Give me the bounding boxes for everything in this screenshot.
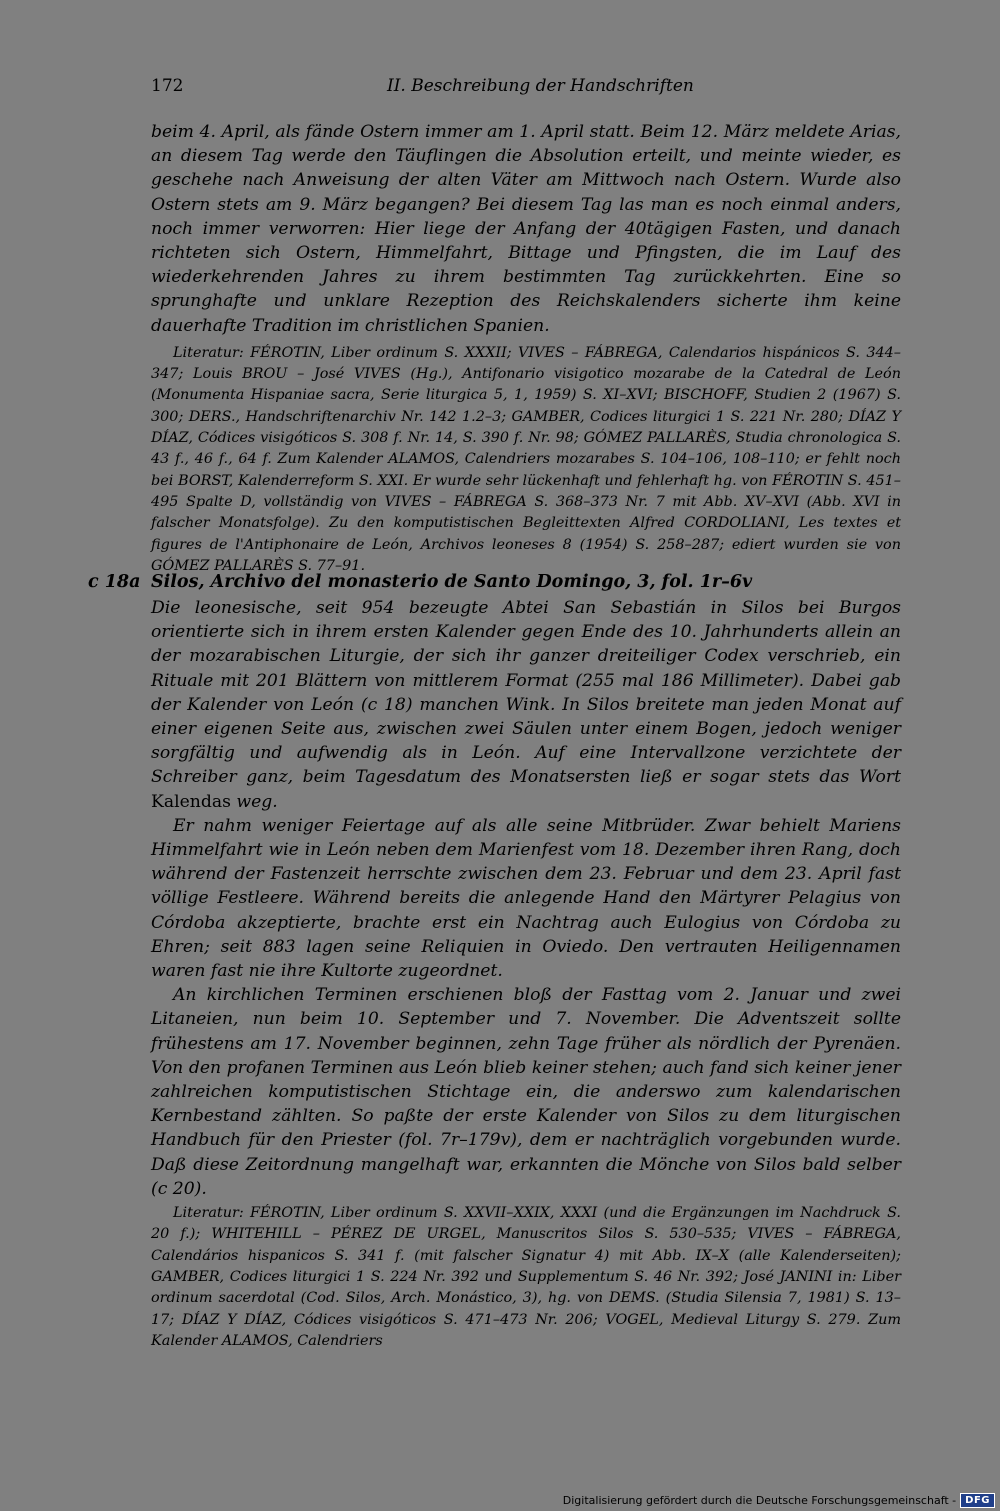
body-paragraph: An kirchlichen Terminen erschienen bloß der Fasttag vom 2. Januar und zwei Litaneien, nun beim 10. September und 7. November. Die Adventszeit sollte frühestens am 17. November beginnen, zehn Tage früher als nördlich der Pyrenäen. Von den profanen Terminen aus León blieb keiner stehen; auch fand sich keiner jener zahlreichen komputistischen Stichtage ein, die anderswo zum kalendarischen Kernbestand zählten. So paßte der erste Kalender von Silos zu dem liturgischen Handbuch für den Priester (fol. 7r–179v), dem er nachträglich vorgebunden wurde. Daß diese Zeitordnung mangelhaft war, erkannten die Mönche von Silos bald selber (c 20).: [151, 985, 901, 1199]
running-head: II. Beschreibung der Handschriften: [387, 76, 694, 96]
page-number: 172: [151, 76, 184, 96]
digitization-footer: [563, 1493, 995, 1508]
entry-section: [151, 596, 901, 1352]
entry-title: Silos, Archivo del monasterio de Santo Domingo, 3, fol. 1r–6v: [151, 572, 753, 592]
body-paragraph: [151, 596, 901, 814]
entry-id: c 18a: [88, 572, 141, 592]
quoted-word: Kalendas: [151, 791, 231, 812]
paragraph-end: weg.: [236, 791, 278, 812]
body-paragraph: Er nahm weniger Feiertage auf als alle seine Mitbrüder. Zwar behielt Mariens Himmelfahrt wie in León neben dem Marienfest vom 18. Dezember ihren Rang, doch während der Fastenzeit herrschte zwischen dem 23. Februar und dem 23. April fast völlige Festleere. Während bereits die anlegende Hand den Märtyrer Pelagius von Córdoba akzeptierte, brachte erst ein Nachtrag auch Eulogius von Córdoba zu Ehren; seit 883 lagen seine Reliquien in Oviedo. Den vertrauten Heiligennamen waren fast nie ihre Kultorte zugeordnet.: [151, 815, 901, 982]
body-paragraph: beim 4. April, als fände Ostern immer am 1. April statt. Beim 12. März meldete Arias, an diesem Tag werde den Täuflingen die Absolution erteilt, und meinte wieder, es geschehe nach Anweisung der alten Väter am Mittwoch nach Ostern. Wurde also Ostern stets am 9. März begangen? Bei diesem Tag las man es noch einmal anders, noch immer verworren: Hier liege der Anfang der 40tägigen Fasten, und danach richteten sich Ostern, Himmelfahrt, Bittage und Pfingsten, die im Lauf des wiederkehrenden Jahres zu ihrem bestimmten Tag zurückkehrten. Eine so sprunghafte und unklare Rezeption des Reichskalenders sicherte ihm keine dauerhafte Tradition im christlichen Spanien.: [151, 122, 901, 336]
footer-text: Digitalisierung gefördert durch die Deutsche Forschungsgemeinschaft -: [562, 1494, 957, 1507]
paragraph-text: Die leonesische, seit 954 bezeugte Abtei San Sebastián in Silos bei Burgos orientierte sich in ihrem ersten Kalender gegen Ende des 10. Jahrhunderts allein an der mozarabischen Liturgie, der sich ihr ganzer dreiteiliger Codex verschrieb, ein Rituale mit 201 Blättern von mittlerem Format (255 mal 186 Millimeter). Dabei gab der Kalender von León (c 18) manchen Wink. In Silos breitete man jeden Monat auf einer eigenen Seite aus, zwischen zwei Säulen unter einem Bogen, jedoch weniger sorgfältig und aufwendig als in León. Auf eine Intervallzone verzichtete der Schreiber ganz, beim Tagesdatum des Monatsersten ließ er sogar stets das Wort: [151, 598, 901, 788]
dfg-logo: DFG: [960, 1493, 995, 1508]
intro-section: [151, 120, 901, 577]
literature-note: Literatur: FÉROTIN, Liber ordinum S. XXVII–XXIX, XXXI (und die Ergänzungen im Nachdruck S. 20 f.); WHITEHILL – PÉREZ DE URGEL, Manuscritos Silos S. 530–535; VIVES – FÁBREGA, Calendários hispanicos S. 341 f. (mit falscher Signatur 4) mit Abb. IX–X (alle Kalenderseiten); GAMBER, Codices liturgici 1 S. 224 Nr. 392 und Supplementum S. 46 Nr. 392; José JANINI in: Liber ordinum sacerdotal (Cod. Silos, Arch. Monástico, 3), hg. von DEMS. (Studia Silensia 7, 1981) S. 13–17; DÍAZ Y DÍAZ, Códices visigóticos S. 471–473 Nr. 206; VOGEL, Medieval Liturgy S. 279. Zum Kalender ALAMOS, Calendriers: [151, 1205, 901, 1349]
literature-note: Literatur: FÉROTIN, Liber ordinum S. XXXII; VIVES – FÁBREGA, Calendarios hispánicos S. 344–347; Louis BROU – José VIVES (Hg.), Antifonario visigotico mozarabe de la Catedral de León (Monumenta Hispaniae sacra, Serie liturgica 5, 1, 1959) S. XI–XVI; BISCHOFF, Studien 2 (1967) S. 300; DERS., Handschriftenarchiv Nr. 142 1.2–3; GAMBER, Codices liturgici 1 S. 221 Nr. 280; DÍAZ Y DÍAZ, Códices visigóticos S. 308 f. Nr. 14, S. 390 f. Nr. 98; GÓMEZ PALLARÈS, Studia chronologica S. 43 f., 46 f., 64 f. Zum Kalender ALAMOS, Calendriers mozarabes S. 104–106, 108–110; er fehlt noch bei BORST, Kalenderreform S. XXI. Er wurde sehr lückenhaft und fehlerhaft hg. von FÉROTIN S. 451–495 Spalte D, vollständig von VIVES – FÁBREGA S. 368–373 Nr. 7 mit Abb. XV–XVI (Abb. XVI in falscher Monatsfolge). Zu den komputistischen Begleittexten Alfred CORDOLIANI, Les textes et figures de l'Antiphonaire de León, Archivos leoneses 8 (1954) S. 258–287; ediert wurden sie von GÓMEZ PALLARÈS S. 77–91.: [151, 344, 901, 574]
